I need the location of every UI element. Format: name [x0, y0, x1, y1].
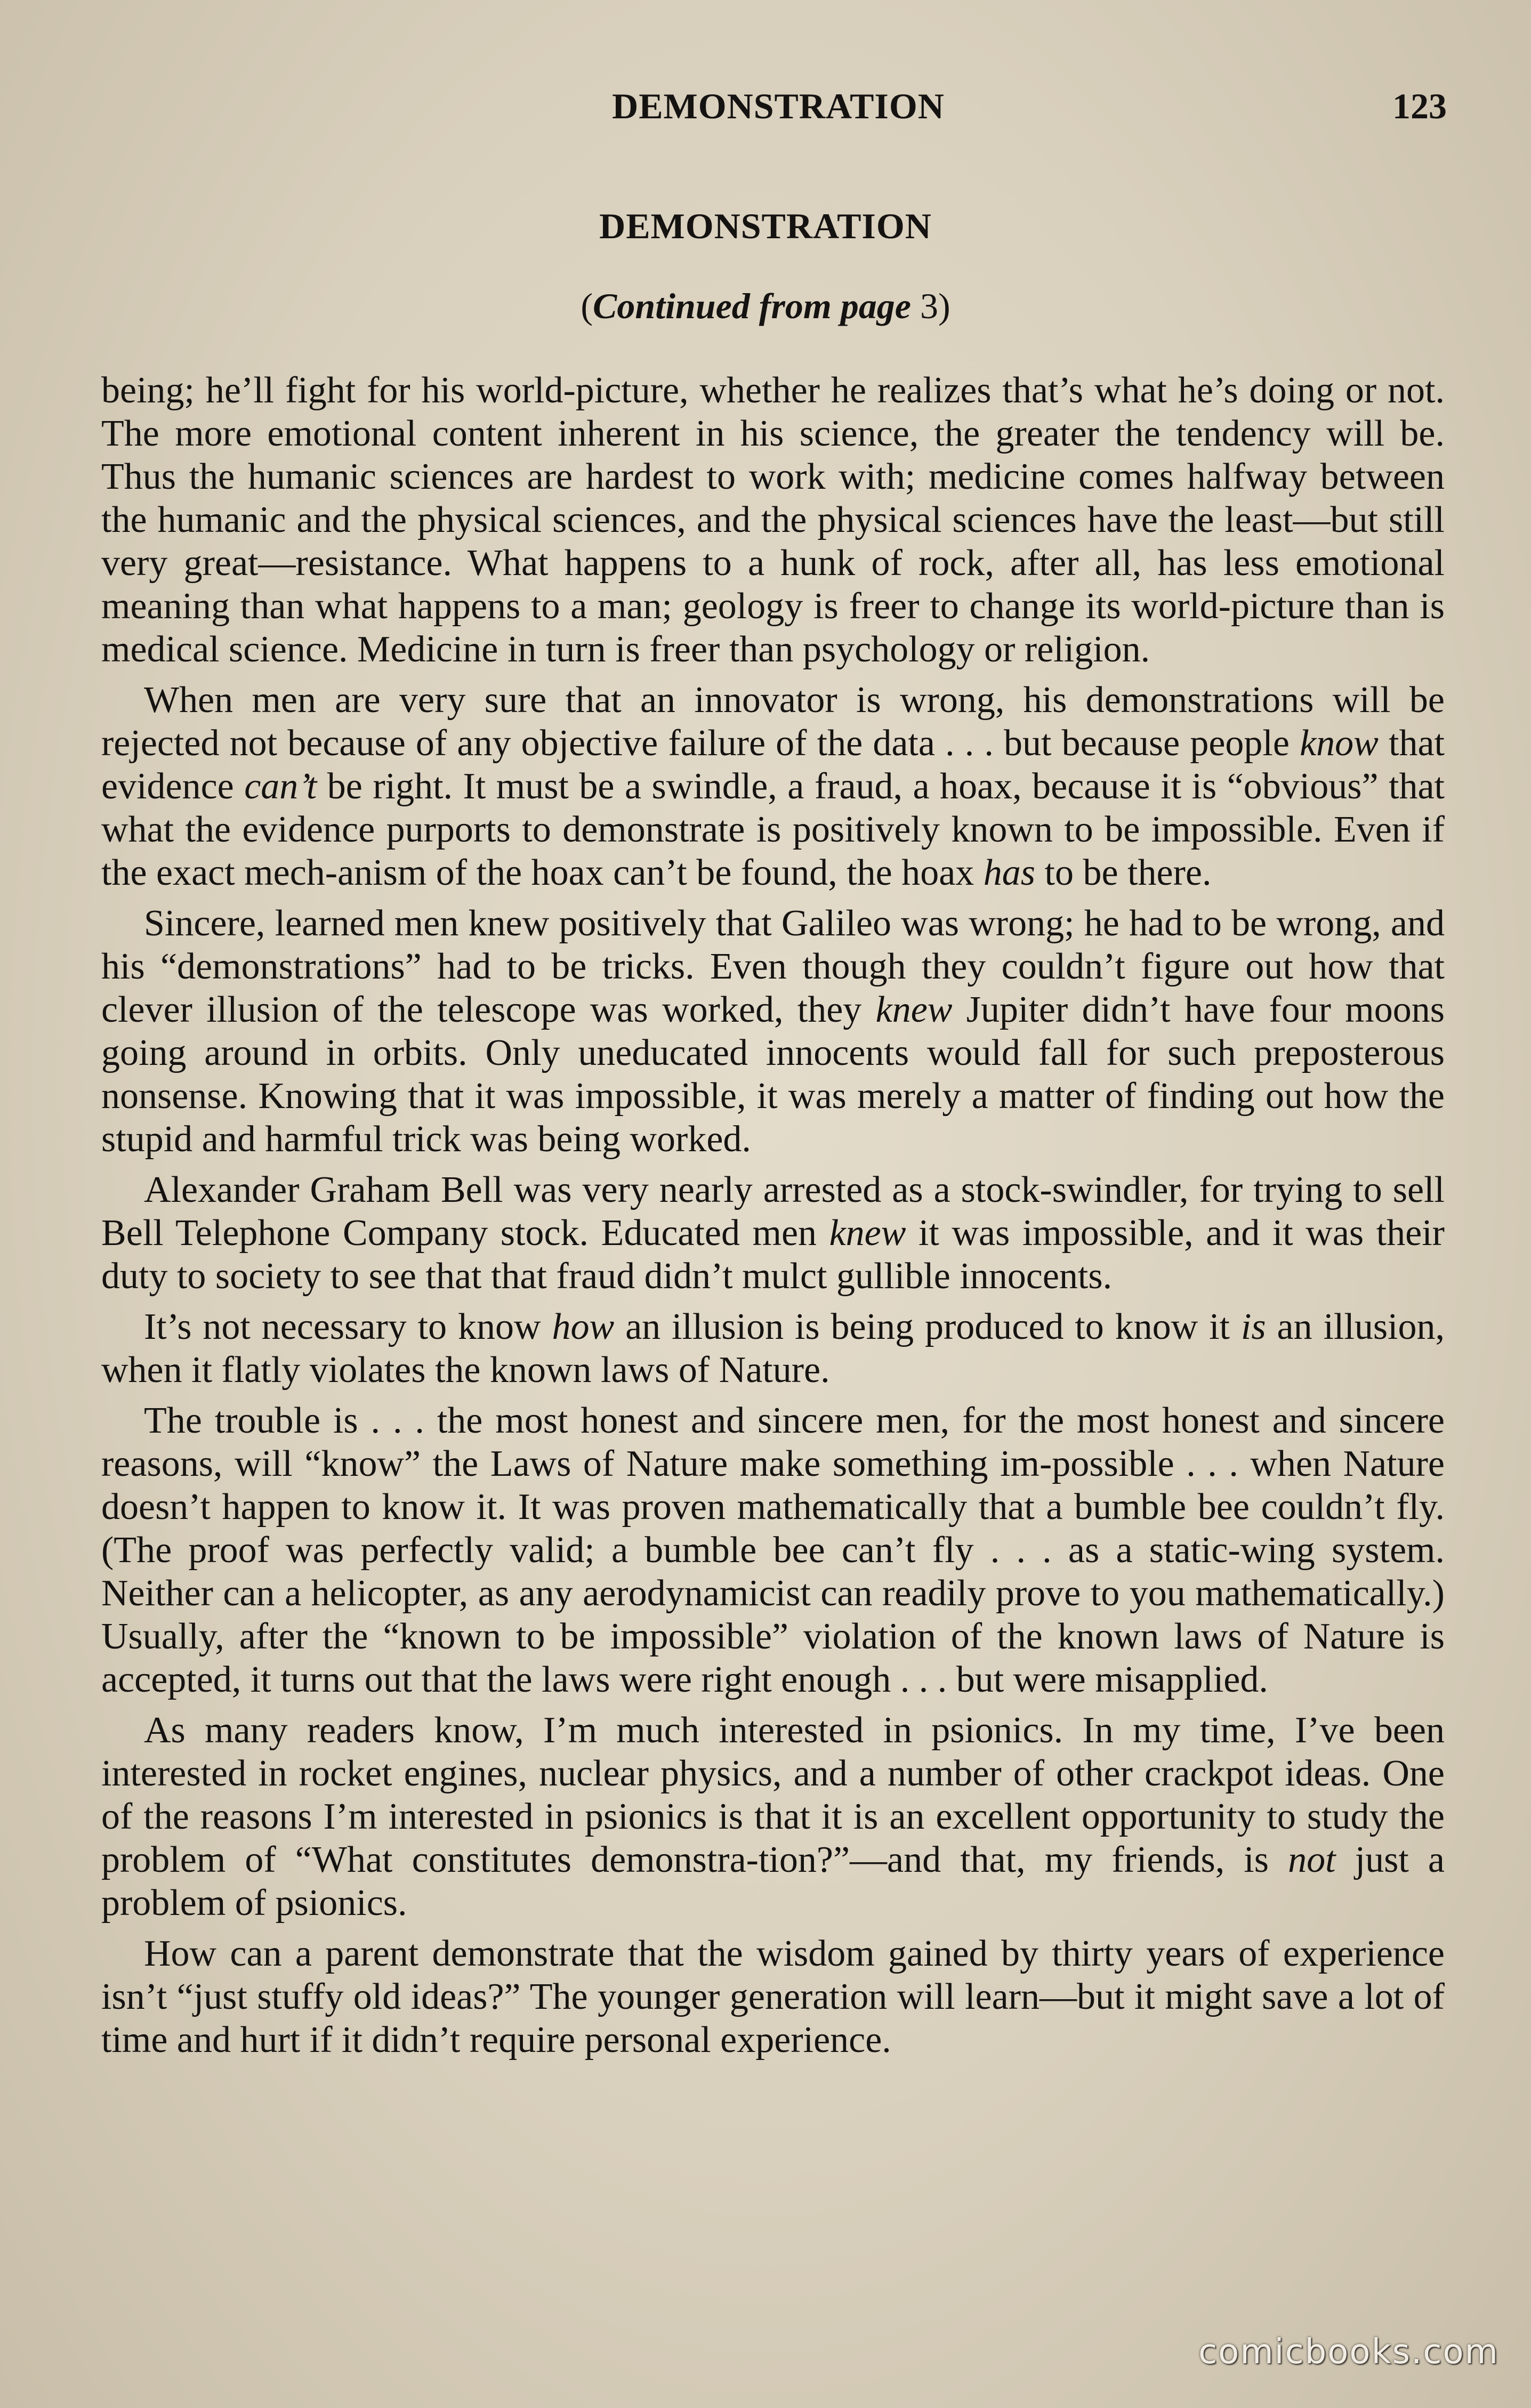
paragraph: [101, 1709, 1445, 1925]
text-run: Sincere, learned men knew positively that Galileo was wrong; he had to be wrong, and his “demonstrations” had to be tricks. Even though they couldn’t figure out how that clever illusion of the telescope was worked, they: [101, 903, 1445, 1030]
continued-note: (Continued from page 3): [581, 286, 950, 326]
text-run: to be there.: [1035, 852, 1212, 893]
paragraph: [101, 1932, 1445, 2062]
text-run: Alexander Graham Bell was very nearly arrested as a stock-swindler, for trying to sell Bell Telephone Company stock. Educated men: [101, 1169, 1445, 1254]
text-run: It’s not necessary to know: [144, 1306, 552, 1347]
italic-text: not: [1288, 1839, 1336, 1880]
watermark: comicbooks.com: [1198, 2332, 1499, 2372]
text-run: Jupiter didn’t have four moons going around in orbits. Only uneducated innocents would fall for such preposterous nonsense. Knowing that it was impossible, it was merely a matter of finding out how the stupid and harmful trick was being worked.: [101, 989, 1445, 1160]
article-body: [101, 369, 1445, 2069]
italic-text: has: [983, 852, 1036, 893]
paragraph: [101, 1305, 1445, 1392]
paragraph: [101, 1399, 1445, 1701]
text-run: As many readers know, I’m much interested in psionics. In my time, I’ve been interested in rocket engines, nuclear physics, and a number of other crackpot ideas. One of the reasons I’m interested in psionics is that it is an excellent opportunity to study the problem of “What constitutes demonstra-tion?”—and that, my friends, is: [101, 1710, 1445, 1880]
text-run: it was impossible, and it was their duty to society to see that that fraud didn’t mulct gullible innocents.: [101, 1213, 1445, 1297]
article-title: DEMONSTRATION: [599, 206, 932, 246]
italic-text: know: [1300, 723, 1379, 764]
text-run: The trouble is . . . the most honest and sincere men, for the most honest and sincere reasons, will “know” the Laws of Nature make something im-possible . . . when Nature doesn’t happen to know it. It was proven mathematically that a bumble bee couldn’t fly. (The proof was perfectly valid; a bumble bee can’t fly . . . as a static-wing system. Neither can a helicopter, as any aerodynamicist can readily prove to you mathematically.) Usually, after the “known to be impossible” violation of the known laws of Nature is accepted, it turns out that the laws were right enough . . . but were misapplied.: [101, 1400, 1445, 1700]
italic-text: can’t: [244, 766, 317, 807]
text-run: just a problem of psionics.: [101, 1839, 1445, 1924]
text-run: an illusion is being produced to know it: [614, 1306, 1241, 1347]
paragraph: [101, 902, 1445, 1161]
italic-text: knew: [875, 989, 953, 1030]
text-run: being; he’ll fight for his world-picture, whether he realizes that’s what he’s doing or not. The more emotional content inherent in his science, the greater the tendency will be. Thus the humanic sciences are hardest to work with; medicine comes halfway between the humanic and the physical sciences, and the physical sciences have the least—but still very great—resistance. What happens to a hunk of rock, after all, has less emotional meaning than what happens to a man; geology is freer to change its world-picture than is medical science. Medicine in turn is freer than psychology or religion.: [101, 370, 1445, 670]
paragraph: [101, 369, 1445, 671]
running-title: DEMONSTRATION: [612, 86, 945, 126]
italic-text: knew: [829, 1213, 906, 1254]
text-run: How can a parent demonstrate that the wisdom gained by thirty years of experience isn’t “just stuffy old ideas?” The younger generation will learn—but it might save a lot of time and hurt if it didn’t require personal experience.: [101, 1933, 1445, 2060]
continued-note-italic: Continued from page: [593, 286, 911, 326]
italic-text: is: [1240, 1306, 1266, 1347]
italic-text: how: [552, 1306, 615, 1347]
page-number: 123: [1392, 86, 1447, 126]
text-run: be right. It must be a swindle, a fraud, a hoax, because it is “obvious” that what the evidence purports to demonstrate is positively known to be impossible. Even if the exact mech-anism of the hoax can’t be found, the hoax: [101, 766, 1445, 893]
text-run: an illusion, when it flatly violates the known laws of Nature.: [101, 1306, 1445, 1391]
text-run: When men are very sure that an innovator is wrong, his demonstrations will be rejected not because of any objective failure of the data . . . but because people: [101, 680, 1445, 764]
paragraph: [101, 1168, 1445, 1298]
text-run: that evidence: [101, 723, 1445, 807]
paragraph: [101, 678, 1445, 894]
